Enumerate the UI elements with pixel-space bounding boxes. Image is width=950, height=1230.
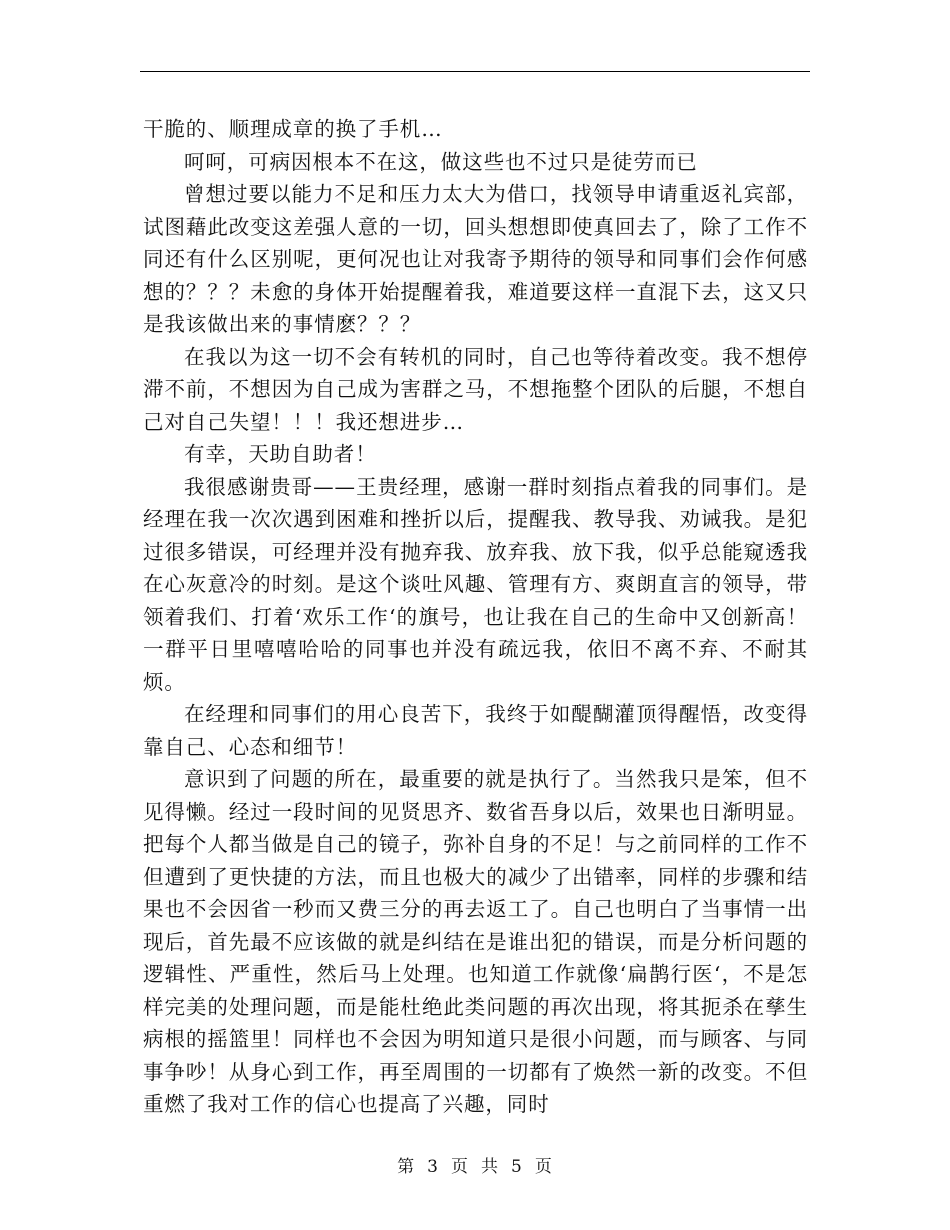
paragraph-2: 呵呵，可病因根本不在这，做这些也不过只是徒劳而已	[184, 149, 698, 174]
paragraph-5: 有幸，天助自助者！	[184, 442, 377, 466]
paragraph-7: 在经理和同事们的用心良苦下，我终于如醍醐灌顶得醒悟，改变得靠自己、心态和细节！	[143, 702, 808, 759]
page-footer	[0, 1152, 950, 1177]
paragraph-4: 在我以为这一切不会有转机的同时，自己也等待着改变。我不想停滞不前，不想因为自己成为害群之马，不想拖整个团队的后腿，不想自己对自己失望！！！我还想进步…	[143, 344, 808, 434]
body-text	[143, 113, 808, 1121]
footer-page-word: 页	[451, 1157, 469, 1177]
paragraph-8: 意识到了问题的所在，最重要的就是执行了。当然我只是笨，但不见得懒。经过一段时间的见贤思齐、数省吾身以后，效果也日渐明显。把每个人都当做是自己的镜子，弥补自身的不足！与之前同样的工作不但遭到了更快捷的方法，而且也极大的减少了出错率，同样的步骤和结果也不会因省一秒而又费三分的再去返工了。自己也明白了当事情一出现后，首先最不应该做的就是纠结在是谁出犯的错误，而是分析问题的逻辑性、严重性，然后马上处理。也知道工作就像‘扁鹊行医‘，不是怎样完美的处理问题，而是能杜绝此类问题的再次出现，将其扼杀在孳生病根的摇篮里！同样也不会因为明知道只是很小问题，而与顾客、与同事争吵！从身心到工作，再至周围的一切都有了焕然一新的改变。不但重燃了我对工作的信心也提高了兴趣，同时	[143, 767, 808, 1116]
header-rule	[140, 71, 810, 72]
footer-current-page: 3	[427, 1157, 439, 1177]
paragraph-6: 我很感谢贵哥——王贵经理，感谢一群时刻指点着我的同事们。是经理在我一次次遇到困难和挫折以后，提醒我、教导我、劝诫我。是犯过很多错误，可经理并没有抛弃我、放弃我、放下我，似乎总能窥透我在心灰意冷的时刻。是这个谈吐风趣、管理有方、爽朗直言的领导，带领着我们、打着‘欢乐工作‘的旗号，也让我在自己的生命中又创新高！一群平日里嘻嘻哈哈的同事也并没有疏远我，依旧不离不弃、不耐其烦。	[143, 474, 808, 694]
paragraph-3: 曾想过要以能力不足和压力太大为借口，找领导申请重返礼宾部，试图藉此改变这差强人意的一切，回头想想即使真回去了，除了工作不同还有什么区别呢，更何况也让对我寄予期待的领导和同事们会作何感想的？？？未愈的身体开始提醒着我，难道要这样一直混下去，这又只是我该做出来的事情麽？？？	[143, 182, 808, 336]
footer-total-pages: 5	[511, 1157, 523, 1177]
paragraph-1: 干脆的、顺理成章的换了手机…	[143, 117, 443, 141]
footer-suffix: 页	[534, 1157, 553, 1177]
footer-total-word: 共	[481, 1157, 499, 1177]
footer-prefix: 第	[397, 1157, 416, 1177]
